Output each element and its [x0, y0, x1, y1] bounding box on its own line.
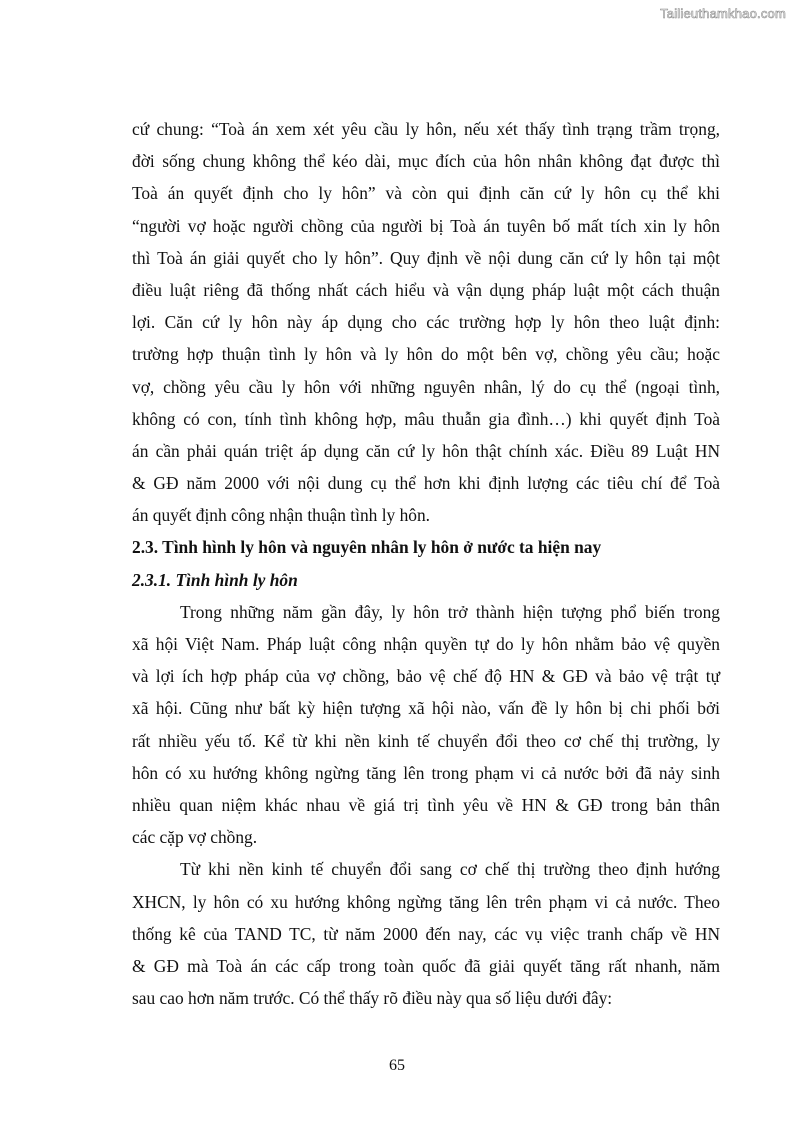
paragraph-statistics-intro [132, 853, 720, 1014]
text-line: Từ khi nền kinh tế chuyển đổi sang cơ chế thị trường theo định hướng [180, 859, 720, 880]
document-body [132, 113, 720, 1014]
text-line: án cần phải quán triệt áp dụng căn cứ ly hôn thật chính xác. Điều 89 Luật HN [132, 440, 720, 461]
text-line: xã hội. Cũng như bất kỳ hiện tượng xã hội nào, vấn đề ly hôn bị chi phối bởi [132, 698, 720, 719]
page-number: 65 [389, 1057, 405, 1074]
text-line: xã hội Việt Nam. Pháp luật công nhận quyền tự do ly hôn nhằm bảo vệ quyền [132, 634, 720, 654]
text-line: không có con, tính tình không hợp, mâu thuẫn gia đình…) khi quyết định Toà [132, 408, 720, 429]
text-line: đời sống chung không thể kéo dài, mục đích của hôn nhân không đạt được thì [132, 151, 720, 172]
text-line: Trong những năm gần đây, ly hôn trở thành hiện tượng phổ biến trong [180, 601, 720, 622]
text-line: sau cao hơn năm trước. Có thể thấy rõ điều này qua số liệu dưới đây: [132, 988, 613, 1009]
watermark-text: Tailieuthamkhao.com [660, 6, 786, 21]
text-line: lợi. Căn cứ ly hôn này áp dụng cho các trường hợp ly hôn theo luật định: [132, 312, 720, 333]
text-line: XHCN, ly hôn có xu hướng không ngừng tăng lên trên phạm vi cả nước. Theo [132, 891, 720, 912]
text-line: Toà án quyết định cho ly hôn” và còn qui định căn cứ ly hôn cụ thể khi [132, 183, 720, 204]
text-line: hôn có xu hướng không ngừng tăng lên trong phạm vi cả nước bởi đã nảy sinh [132, 762, 720, 783]
text-line: cứ chung: “Toà án xem xét yêu cầu ly hôn, nếu xét thấy tình trạng trầm trọng, [132, 119, 720, 139]
section-heading: 2.3. Tình hình ly hôn và nguyên nhân ly hôn ở nước ta hiện nay [132, 537, 602, 558]
text-line: thống kê của TAND TC, từ năm 2000 đến nay, các vụ việc tranh chấp về HN [132, 923, 720, 944]
text-line: rất nhiều yếu tố. Kể từ khi nền kinh tế chuyển đổi theo cơ chế thị trường, ly [132, 730, 720, 751]
paragraph-divorce-situation [132, 596, 720, 854]
text-line: nhiều quan niệm khác nhau về giá trị tình yêu về HN & GĐ trong bản thân [132, 794, 720, 815]
text-line: án quyết định công nhận thuận tình ly hôn. [132, 505, 431, 526]
text-line: điều luật riêng đã thống nhất cách hiểu và vận dụng pháp luật một cách thuận [132, 279, 720, 300]
subsection-heading: 2.3.1. Tình hình ly hôn [132, 569, 298, 590]
text-line: & GĐ năm 2000 với nội dung cụ thể hơn khi định lượng các tiêu chí để Toà [132, 473, 720, 494]
text-line: thì Toà án giải quyết cho ly hôn”. Quy định về nội dung căn cứ ly hôn tại một [132, 247, 720, 268]
text-line: trường hợp thuận tình ly hôn và ly hôn do một bên vợ, chồng yêu cầu; hoặc [132, 344, 720, 365]
text-line: và lợi ích hợp pháp của vợ chồng, bảo vệ chế độ HN & GĐ và bảo vệ trật tự [132, 666, 720, 687]
paragraph-divorce-grounds [132, 113, 720, 531]
text-line: vợ, chồng yêu cầu ly hôn với những nguyên nhân, lý do cụ thể (ngoại tình, [132, 376, 720, 397]
text-line: & GĐ mà Toà án các cấp trong toàn quốc đã giải quyết tăng rất nhanh, năm [132, 955, 720, 976]
text-line: các cặp vợ chồng. [132, 827, 258, 848]
text-line: “người vợ hoặc người chồng của người bị Toà án tuyên bố mất tích xin ly hôn [132, 215, 720, 236]
